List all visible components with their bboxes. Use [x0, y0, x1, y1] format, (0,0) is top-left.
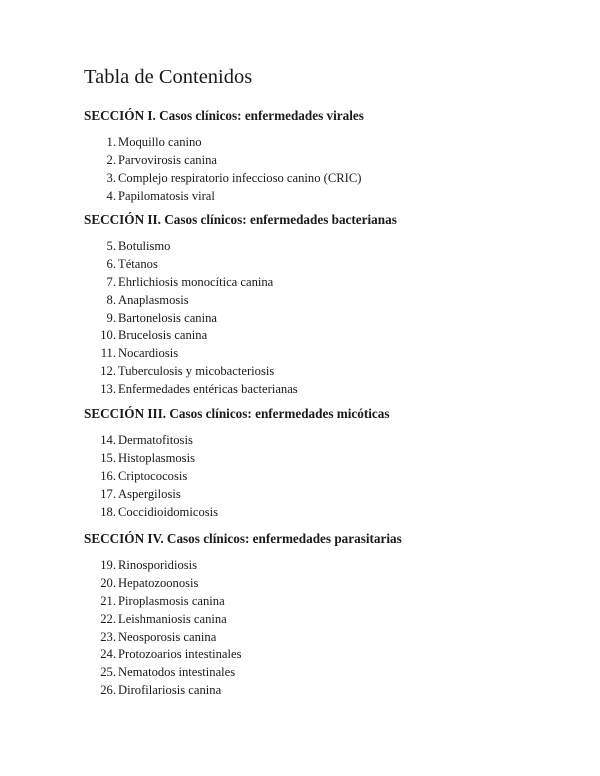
- entry-number: 26.: [100, 683, 116, 698]
- entry-number: 10.: [100, 328, 116, 343]
- entry-number: 24.: [100, 647, 116, 662]
- entry-title: Aspergilosis: [118, 486, 181, 501]
- entry-number: 15.: [100, 450, 116, 465]
- toc-entry: [84, 327, 564, 345]
- toc-section-4: [84, 530, 564, 700]
- toc-entry: [84, 152, 564, 170]
- toc-section-1: [84, 107, 564, 206]
- toc-entry: [84, 504, 564, 522]
- entry-title: Botulismo: [118, 239, 171, 253]
- toc-entry: [84, 432, 564, 450]
- toc-entry: [84, 170, 564, 188]
- toc-entry: [84, 593, 564, 611]
- toc-entry: [84, 646, 564, 664]
- entry-number: 3.: [106, 170, 116, 185]
- entry-number: 19.: [100, 558, 116, 572]
- entry-number: 11.: [100, 346, 116, 361]
- entry-title: Dermatofitosis: [118, 433, 193, 447]
- entry-number: 2.: [106, 152, 116, 167]
- entry-title: Protozoarios intestinales: [118, 647, 242, 662]
- entry-number: 17.: [100, 486, 116, 501]
- toc-entry: [84, 363, 564, 381]
- entry-title: Complejo respiratorio infeccioso canino (CRIC): [118, 170, 362, 185]
- entry-title: Tuberculosis y micobacteriosis: [118, 364, 275, 379]
- toc-entry: [84, 557, 564, 575]
- entry-title: Enfermedades entéricas bacterianas: [118, 382, 298, 397]
- entry-title: Brucelosis canina: [118, 328, 208, 343]
- toc-entry: [84, 381, 564, 399]
- toc-entry: [84, 486, 564, 504]
- toc-entry: [84, 188, 564, 206]
- toc-entry: [84, 292, 564, 310]
- section-heading: SECCIÓN II. Casos clínicos: enfermedades bacterianas: [84, 212, 397, 227]
- toc-section-3: [84, 405, 564, 521]
- entry-number: 20.: [100, 575, 116, 590]
- entry-title: Dirofilariosis canina: [118, 683, 222, 698]
- entry-title: Bartonelosis canina: [118, 310, 217, 325]
- page-title: Tabla de Contenidos: [84, 66, 253, 88]
- entry-title: Leishmaniosis canina: [118, 611, 227, 626]
- entry-title: Coccidioidomicosis: [118, 504, 219, 519]
- entry-number: 5.: [106, 239, 116, 253]
- section-heading: SECCIÓN III. Casos clínicos: enfermedades micóticas: [84, 406, 390, 421]
- toc-entry: [84, 450, 564, 468]
- entry-number: 7.: [106, 274, 116, 289]
- entry-number: 9.: [106, 310, 116, 325]
- section-entries: [84, 134, 564, 206]
- section-entries: [84, 238, 564, 399]
- toc-entry: [84, 682, 564, 700]
- entry-number: 23.: [100, 629, 116, 644]
- entry-number: 8.: [106, 292, 116, 307]
- section-heading: SECCIÓN IV. Casos clínicos: enfermedades parasitarias: [84, 531, 402, 546]
- toc-section-2: [84, 211, 564, 399]
- toc-entry: [84, 256, 564, 274]
- entry-title: Parvovirosis canina: [118, 152, 217, 167]
- section-heading: SECCIÓN I. Casos clínicos: enfermedades virales: [84, 108, 364, 123]
- entry-title: Nematodos intestinales: [118, 665, 236, 680]
- toc-entry: [84, 629, 564, 647]
- entry-number: 21.: [100, 593, 116, 608]
- toc-entry: [84, 664, 564, 682]
- entry-number: 12.: [100, 364, 116, 379]
- toc-entry: [84, 134, 564, 152]
- section-entries: [84, 432, 564, 521]
- entry-number: 6.: [106, 256, 116, 271]
- toc-entry: [84, 575, 564, 593]
- entry-title: Papilomatosis viral: [118, 188, 215, 203]
- toc-entry: [84, 611, 564, 629]
- toc-entry: [84, 238, 564, 256]
- entry-title: Anaplasmosis: [118, 292, 189, 307]
- section-entries: [84, 557, 564, 700]
- entry-number: 1.: [106, 135, 116, 149]
- entry-title: Criptococosis: [118, 468, 188, 483]
- entry-title: Piroplasmosis canina: [118, 593, 225, 608]
- toc-entry: [84, 345, 564, 363]
- entry-number: 4.: [106, 188, 116, 203]
- entry-number: 18.: [100, 504, 116, 519]
- entry-number: 13.: [100, 382, 116, 397]
- entry-number: 22.: [100, 611, 116, 626]
- entry-title: Histoplasmosis: [118, 450, 195, 465]
- toc-entry: [84, 310, 564, 328]
- entry-title: Ehrlichiosis monocítica canina: [118, 274, 274, 289]
- entry-title: Neosporosis canina: [118, 629, 217, 644]
- entry-number: 25.: [100, 665, 116, 680]
- entry-title: Nocardiosis: [118, 346, 179, 361]
- toc-entry: [84, 274, 564, 292]
- toc-entry: [84, 468, 564, 486]
- entry-title: Rinosporidiosis: [118, 558, 198, 572]
- entry-title: Moquillo canino: [118, 135, 202, 149]
- entry-number: 16.: [100, 468, 116, 483]
- entry-title: Hepatozoonosis: [118, 575, 199, 590]
- entry-number: 14.: [100, 433, 116, 447]
- entry-title: Tétanos: [118, 256, 158, 271]
